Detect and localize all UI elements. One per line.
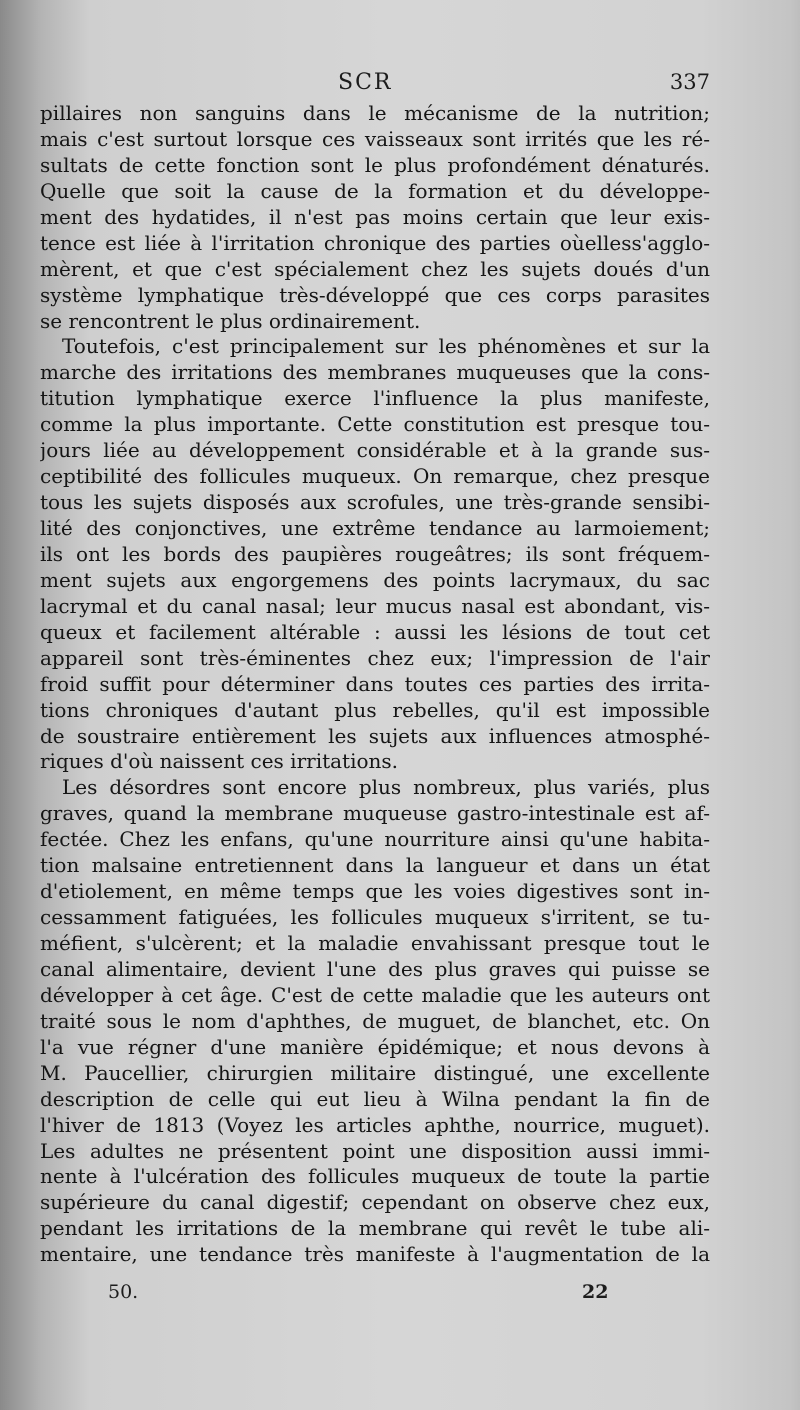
text-line: ils ont les bords des paupières rougeâtres; ils sont fréquem- <box>40 541 710 566</box>
text-line: l'a vue régner d'une manière épidémique; et nous devons à <box>40 1034 710 1059</box>
text-line: lité des conjonctives, une extrême tendance au larmoiement; <box>40 516 710 540</box>
text-line: graves, quand la membrane muqueuse gastro-intestinale est af- <box>40 801 710 826</box>
volume-signature: 50. <box>108 1281 139 1303</box>
text-line: fectée. Chez les enfans, qu'une nourriture ainsi qu'une habita- <box>40 827 710 852</box>
text-line: ceptibilité des follicules muqueux. On remarque, chez presque <box>40 464 710 489</box>
text-line: Les adultes ne présentent point une disposition aussi immi- <box>40 1138 710 1163</box>
text-line: traité sous le nom d'aphthes, de muguet, de blanchet, etc. On <box>40 1008 710 1033</box>
page-footer <box>50 1281 710 1311</box>
text-line: riques d'où naissent ces irritations. <box>40 749 399 774</box>
text-line: queux et facilement altérable : aussi les lésions de tout cet <box>40 619 710 644</box>
text-line: ment sujets aux engorgemens des points lacrymaux, du sac <box>40 567 710 592</box>
text-line: système lymphatique très-développé que ces corps parasites <box>40 282 710 307</box>
page-number: 337 <box>669 70 710 94</box>
text-line: de soustraire entièrement les sujets aux influences atmosphé- <box>40 723 710 748</box>
text-line: tous les sujets disposés aux scrofules, une très-grande sensibi- <box>40 490 710 515</box>
text-line: comme la plus importante. Cette constitution est presque tou- <box>40 412 710 437</box>
text-line: se rencontrent le plus ordinairement. <box>40 308 421 333</box>
text-line: marche des irritations des membranes muqueuses que la cons- <box>40 360 710 385</box>
text-line: M. Paucellier, chirurgien militaire distingué, une excellente <box>40 1060 710 1085</box>
text-line: sultats de cette fonction sont le plus profondément dénaturés. <box>40 152 710 177</box>
text-line: canal alimentaire, devient l'une des plus graves qui puisse se <box>40 956 710 981</box>
text-line: froid suffit pour déterminer dans toutes ces parties des irrita- <box>40 671 710 696</box>
text-line: mentaire, une tendance très manifeste à l'augmentation de la <box>40 1242 710 1267</box>
text-line: titution lymphatique exerce l'influence la plus manifeste, <box>40 386 710 411</box>
text-line: Toutefois, c'est principalement sur les phénomènes et sur la <box>62 334 710 359</box>
text-line: Les désordres sont encore plus nombreux, plus variés, plus <box>62 775 710 800</box>
body-text <box>40 101 710 1268</box>
text-line: pillaires non sanguins dans le mécanisme de la nutrition; <box>40 101 710 125</box>
text-line: mais c'est surtout lorsque ces vaisseaux sont irrités que les ré- <box>40 126 710 151</box>
text-line: l'hiver de 1813 (Voyez les articles aphthe, nourrice, muguet). <box>40 1112 710 1137</box>
text-line: cessamment fatiguées, les follicules muqueux s'irritent, se tu- <box>40 905 710 930</box>
text-line: supérieure du canal digestif; cependant on observe chez eux, <box>40 1190 710 1215</box>
text-line: ment des hydatides, il n'est pas moins certain que leur exis- <box>40 204 710 229</box>
gathering-signature: 22 <box>582 1281 609 1303</box>
text-line: nente à l'ulcération des follicules muqueux de toute la partie <box>40 1164 710 1189</box>
text-line: tion malsaine entretiennent dans la langueur et dans un état <box>40 853 710 878</box>
text-line: appareil sont très-éminentes chez eux; l'impression de l'air <box>40 645 710 670</box>
text-line: lacrymal et du canal nasal; leur mucus nasal est abondant, vis- <box>40 593 710 618</box>
text-line: mèrent, et que c'est spécialement chez les sujets doués d'un <box>40 256 710 281</box>
text-line: développer à cet âge. C'est de cette maladie que les auteurs ont <box>40 982 710 1007</box>
text-line: tions chroniques d'autant plus rebelles, qu'il est impossible <box>40 697 710 722</box>
running-title: SCR <box>338 70 393 95</box>
text-line: description de celle qui eut lieu à Wilna pendant la fin de <box>40 1086 710 1111</box>
text-line: d'etiolement, en même temps que les voies digestives sont in- <box>40 879 710 904</box>
text-line: pendant les irritations de la membrane qui revêt le tube ali- <box>40 1216 710 1241</box>
running-header <box>50 70 710 100</box>
text-line: méfient, s'ulcèrent; et la maladie envahissant presque tout le <box>40 931 710 955</box>
text-line: Quelle que soit la cause de la formation et du développe- <box>40 178 710 203</box>
text-line: jours liée au développement considérable et à la grande sus- <box>40 438 710 463</box>
text-line: tence est liée à l'irritation chronique des parties oùelless'agglo- <box>40 230 710 255</box>
